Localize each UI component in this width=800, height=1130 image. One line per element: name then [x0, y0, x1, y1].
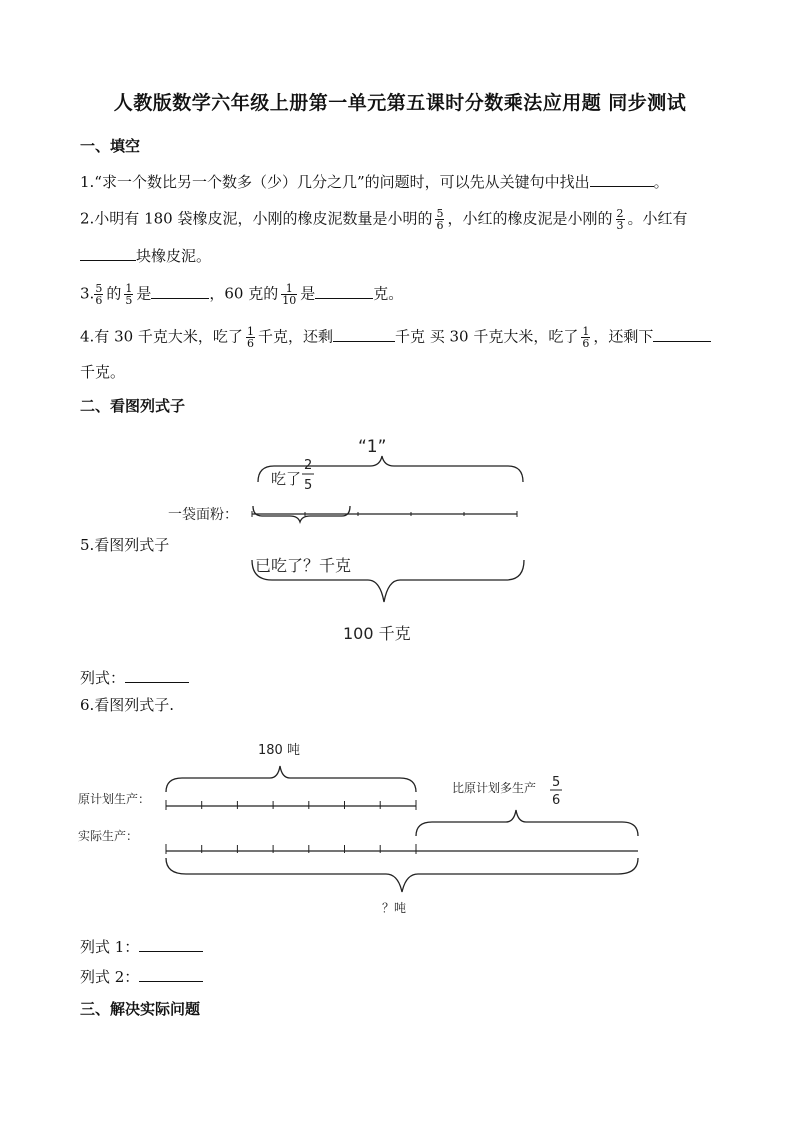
q5-bag-label: 一袋面粉：	[168, 507, 238, 523]
q1-blank[interactable]	[590, 172, 654, 187]
q2-text-b: ，小红的橡皮泥是小刚的	[447, 209, 613, 228]
q4-fraction-1: $\frac{1}{6}$	[246, 325, 254, 350]
q1-text: 1.“求一个数比另一个数多（少）几分之几”的问题时，可以先从关键句中找出	[80, 173, 590, 191]
q6-more-numerator: 5	[552, 775, 561, 790]
q6-formula-1-blank[interactable]	[139, 937, 203, 952]
q4-text-c: 千克 买 30 千克大米，吃了	[394, 327, 579, 346]
q5-total-label: 100 千克	[343, 624, 411, 643]
q5-ate-numerator: 2	[304, 458, 313, 473]
q2-text-c: 。小红有	[627, 209, 688, 228]
q3-text-c: 是	[136, 284, 152, 303]
page-title: 人教版数学六年级上册第一单元第五课时分数乘法应用题 同步测试	[113, 92, 687, 114]
q6-top-brace	[166, 766, 416, 792]
q2-blank[interactable]	[80, 246, 136, 261]
question-3	[80, 283, 403, 306]
q6-more-denominator: 6	[552, 793, 561, 808]
question-2	[80, 208, 688, 231]
question-4	[80, 326, 711, 349]
q6-plan-label: 原计划生产：	[78, 792, 151, 806]
q5-formula-label: 列式：	[80, 669, 126, 687]
q6-formula-2-label: 列式 2：	[80, 968, 140, 986]
q4-blank-2[interactable]	[653, 327, 711, 342]
q5-formula	[80, 668, 189, 688]
q2-fraction-1: $\frac{5}{6}$	[436, 207, 444, 232]
q6-more-label: 比原计划多生产	[452, 781, 537, 795]
q3-text-b: 的	[106, 284, 122, 303]
q6-formula-2	[80, 967, 203, 987]
section-diagram-formula: 二、看图列式子	[80, 397, 186, 415]
q3-fraction-3: $\frac{1}{10}$	[282, 282, 297, 307]
section-fill-blank: 一、填空	[80, 137, 141, 155]
q2-text-a: 2.小明有 180 袋橡皮泥，小刚的橡皮泥数量是小明的	[80, 209, 433, 228]
q2-fraction-2: $\frac{2}{3}$	[616, 207, 624, 232]
q5-ate-denominator: 5	[304, 478, 313, 493]
q4-fraction-2: $\frac{1}{6}$	[582, 325, 590, 350]
q3-fraction-1: $\frac{5}{6}$	[95, 282, 103, 307]
q6-actual-label: 实际生产：	[78, 829, 139, 843]
q3-text-e: 是	[300, 284, 316, 303]
q6-more-brace	[416, 810, 638, 836]
q1-end: 。	[653, 173, 669, 191]
q6-formula-1-label: 列式 1：	[80, 938, 140, 956]
q5-ate-label: 吃了	[271, 470, 302, 488]
q3-fraction-2: $\frac{1}{5}$	[125, 282, 133, 307]
question-1	[80, 172, 669, 192]
q4-text-e: 千克。	[80, 363, 126, 381]
q3-text-f: 克。	[373, 284, 404, 303]
q6-formula-1	[80, 937, 203, 957]
q4-text-a: 4.有 30 千克大米，吃了	[80, 327, 243, 346]
q6-top-label: 180 吨	[258, 743, 300, 758]
q3-text-a: 3.	[80, 284, 95, 303]
section-practical-problems: 三、解决实际问题	[80, 1000, 201, 1018]
q3-blank-1[interactable]	[151, 284, 209, 299]
q5-diagram	[168, 430, 540, 645]
q5-eaten-label: 已吃了？千克	[255, 556, 352, 575]
q6-diagram	[70, 730, 670, 920]
q2-text-d: 块橡皮泥。	[136, 247, 212, 265]
q4-text-b: 千克，还剩	[257, 327, 333, 346]
question-4-line-2	[80, 362, 125, 382]
q4-blank-1[interactable]	[333, 327, 395, 342]
q4-text-d: ，还剩下	[593, 327, 654, 346]
q6-bottom-brace	[166, 858, 638, 892]
q3-blank-2[interactable]	[315, 284, 373, 299]
q6-unknown-label: ？吨	[382, 901, 407, 915]
q5-label: 5.看图列式子	[80, 536, 170, 554]
question-2-line-2	[80, 246, 211, 266]
q6-formula-2-blank[interactable]	[139, 967, 203, 982]
q5-unit-one-label: “1”	[358, 437, 387, 457]
q6-label: 6.看图列式子.	[80, 696, 175, 714]
q3-text-d: ，60 克的	[209, 284, 279, 303]
q5-formula-blank[interactable]	[125, 668, 189, 683]
